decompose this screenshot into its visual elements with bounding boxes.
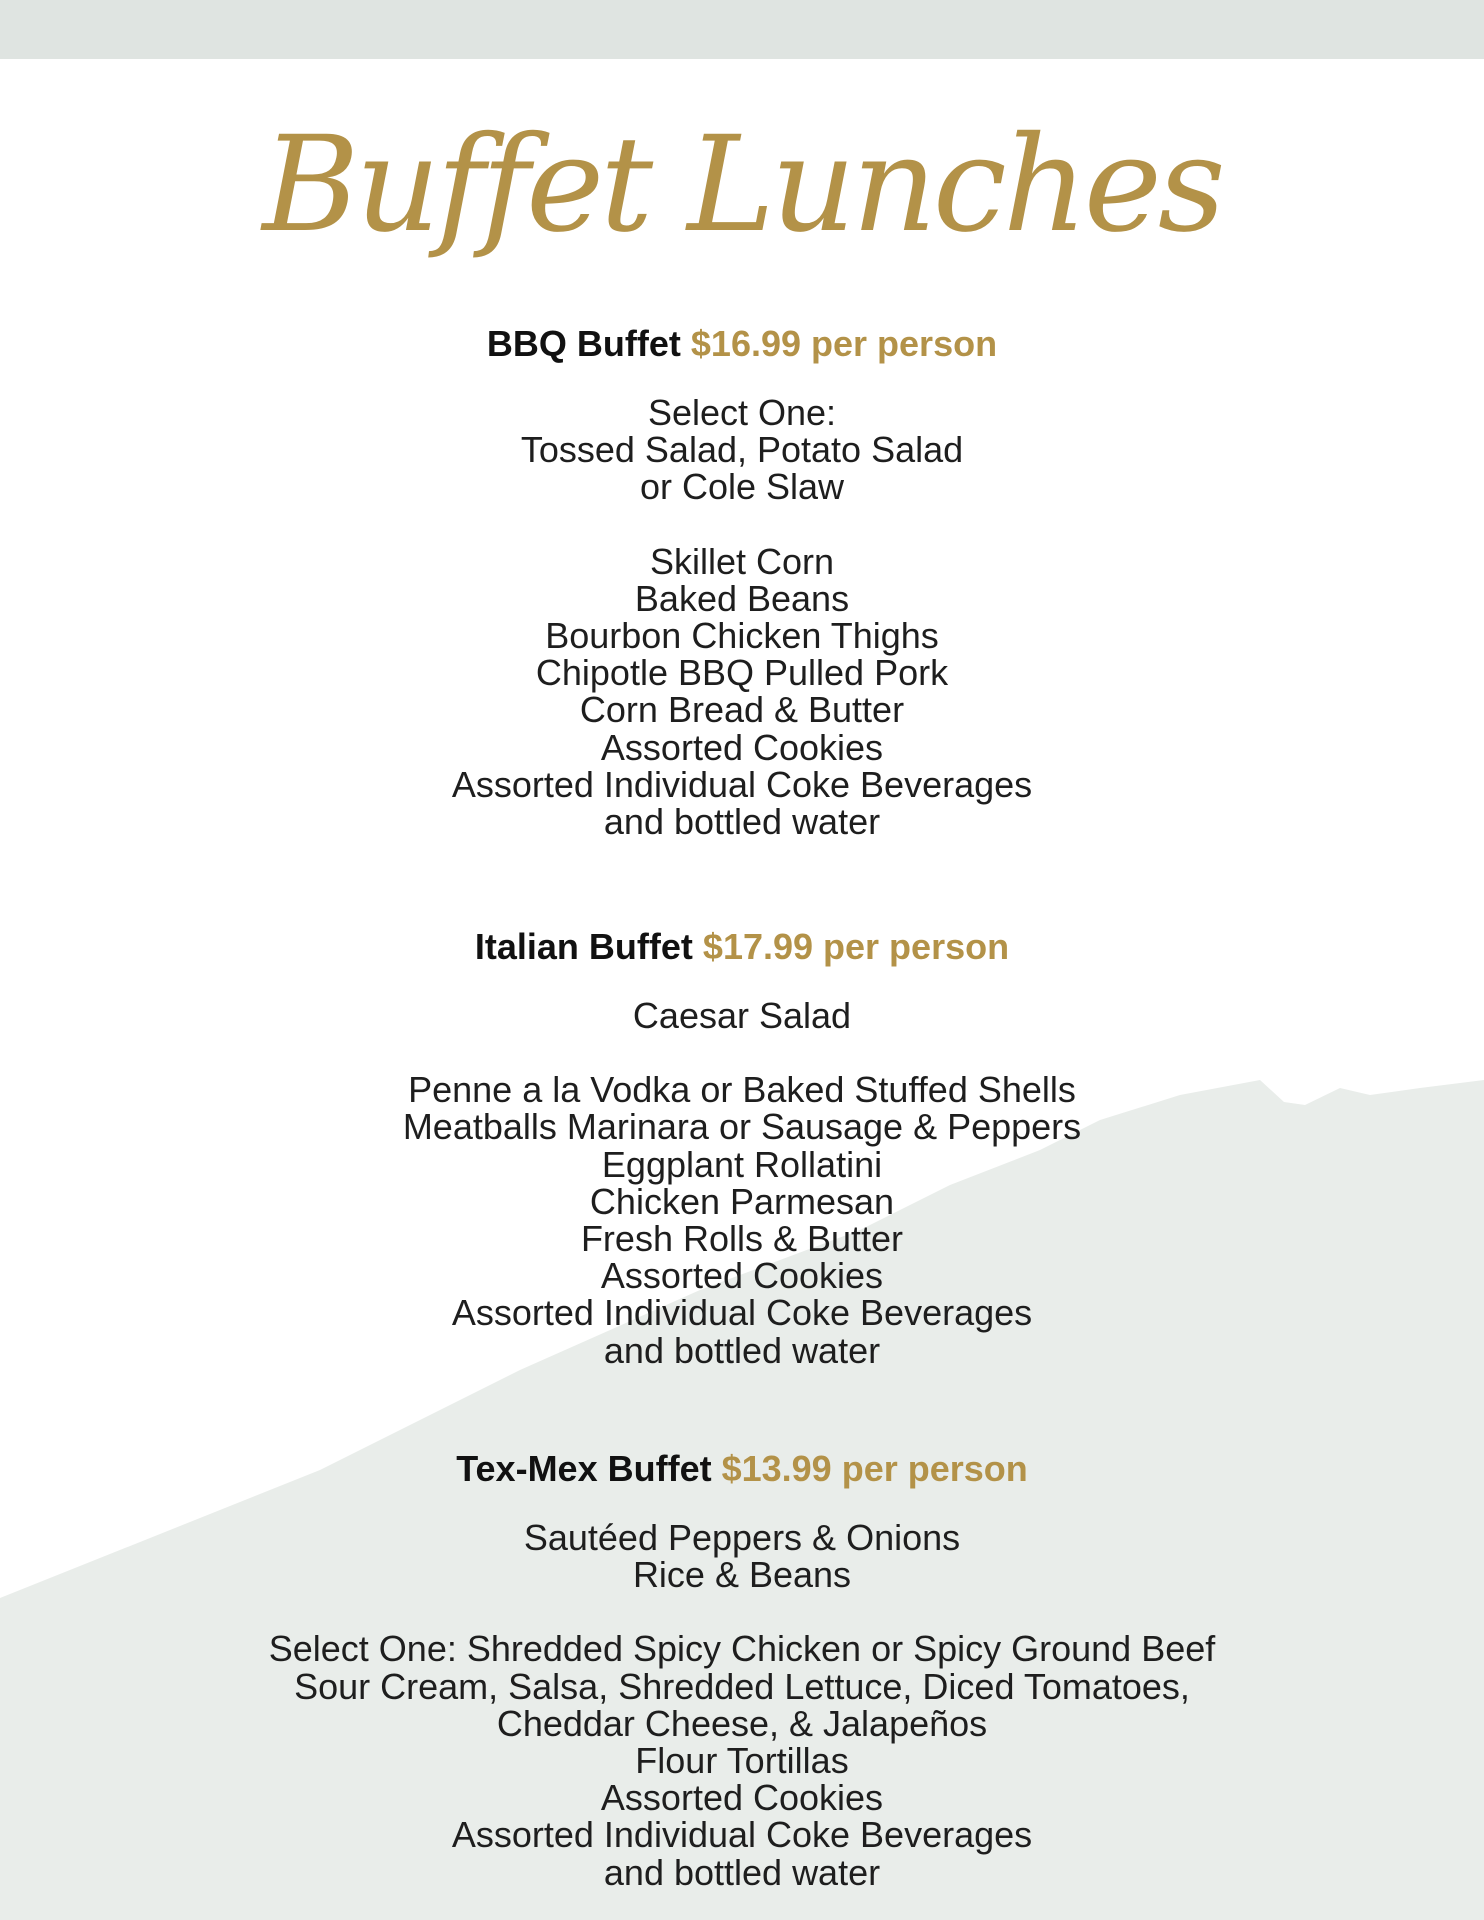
menu-item: Cheddar Cheese, & Jalapeños xyxy=(496,1702,988,1744)
section-heading xyxy=(0,322,1484,366)
menu-item: Select One: xyxy=(647,392,837,433)
menu-item: Chicken Parmesan xyxy=(589,1180,895,1222)
menu-item: Sautéed Peppers & Onions xyxy=(523,1517,961,1558)
menu-item: Baked Beans xyxy=(634,577,850,619)
item-group xyxy=(0,1628,1484,1893)
menu-item: Sour Cream, Salsa, Shredded Lettuce, Diced Tomatoes, xyxy=(294,1665,1190,1707)
section-name: Tex-Mex Buffet xyxy=(456,1448,712,1489)
menu-item: Chipotle BBQ Pulled Pork xyxy=(535,652,949,694)
menu-item: Assorted Cookies xyxy=(600,726,884,768)
menu-item: Assorted Cookies xyxy=(600,1255,884,1297)
italian-buffet-section xyxy=(0,925,1484,1369)
bbq-buffet-section xyxy=(0,322,1484,843)
item-group xyxy=(0,997,1484,1034)
section-price: $16.99 per person xyxy=(690,323,998,364)
menu-item: Assorted Individual Coke Beverages xyxy=(451,763,1033,805)
item-group xyxy=(0,1071,1484,1369)
menu-item: Flour Tortillas xyxy=(635,1740,849,1782)
section-name: Italian Buffet xyxy=(474,926,693,967)
menu-item: Skillet Corn xyxy=(649,540,835,582)
section-heading xyxy=(0,1447,1484,1491)
item-group xyxy=(0,1517,1484,1596)
menu-item: and bottled water xyxy=(603,1329,881,1371)
menu-item: Caesar Salad xyxy=(632,995,852,1036)
item-group xyxy=(0,394,1484,506)
menu-item: and bottled water xyxy=(603,801,881,843)
menu-item: Assorted Cookies xyxy=(600,1777,884,1819)
tex-mex-buffet-section xyxy=(0,1447,1484,1891)
menu-item: Meatballs Marinara or Sausage & Peppers xyxy=(402,1106,1082,1148)
menu-item: Penne a la Vodka or Baked Stuffed Shells xyxy=(408,1069,1076,1111)
section-price: $13.99 per person xyxy=(721,1448,1028,1489)
menu-item: Fresh Rolls & Butter xyxy=(580,1218,904,1260)
menu-item: Tossed Salad, Potato Salad xyxy=(520,429,964,471)
menu-item: or Cole Slaw xyxy=(639,466,845,508)
section-price: $17.99 per person xyxy=(702,926,1010,967)
menu-item: Select One: Shredded Spicy Chicken or Spicy Ground Beef xyxy=(268,1628,1216,1670)
menu-item: Bourbon Chicken Thighs xyxy=(545,615,939,657)
section-heading xyxy=(0,925,1484,969)
page-title: Buffet Lunches xyxy=(262,108,1222,262)
menu-item: and bottled water xyxy=(603,1851,881,1893)
menu-item: Assorted Individual Coke Beverages xyxy=(451,1292,1033,1334)
menu-item: Corn Bread & Butter xyxy=(579,689,905,731)
menu-item: Rice & Beans xyxy=(632,1554,852,1596)
menu-item: Eggplant Rollatini xyxy=(601,1143,883,1185)
menu-item: Assorted Individual Coke Beverages xyxy=(451,1814,1033,1856)
item-group xyxy=(0,540,1484,843)
section-name: BBQ Buffet xyxy=(486,323,681,364)
